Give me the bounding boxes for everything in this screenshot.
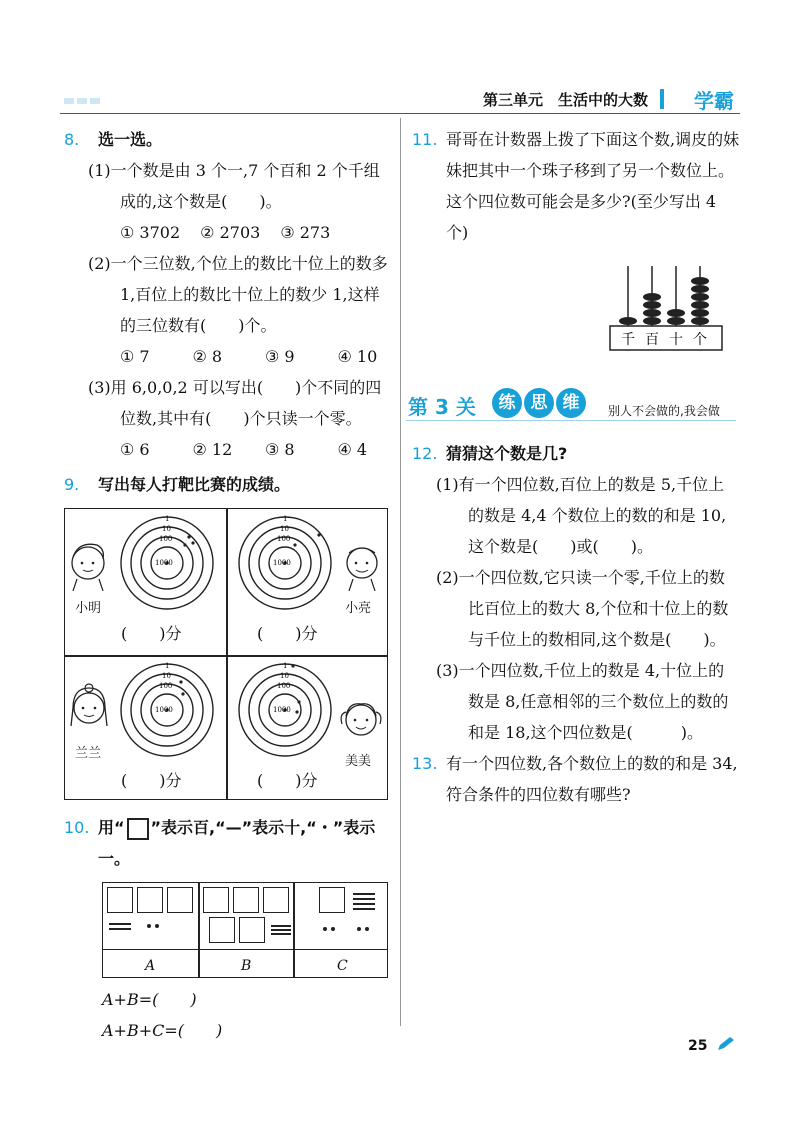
q9-heading	[64, 469, 390, 500]
q12-title: 猜猜这个数是几?	[446, 444, 568, 463]
ring-labels	[237, 662, 333, 758]
hundred-square	[319, 887, 345, 913]
left-column	[64, 124, 390, 1046]
ten-line	[271, 925, 291, 927]
option[interactable]: ④ 4	[337, 440, 368, 459]
counter-label: 十	[669, 332, 683, 348]
ring-label: 100	[277, 535, 291, 543]
column-label: C	[337, 958, 348, 974]
title-char: 练	[492, 388, 522, 418]
column-divider	[400, 118, 401, 1026]
ring-label: 1000	[155, 706, 173, 714]
abacus-icon	[606, 260, 726, 356]
target-grid	[64, 508, 388, 800]
q12-part1: (1)有一个四位数,百位上的数是 5,千位上的数是 4,4 个数位上的数的和是 10,这个数是( )或( )。	[436, 475, 727, 556]
boy-face-icon	[69, 539, 107, 591]
header-decoration	[64, 98, 100, 104]
q8-part1-options	[120, 217, 390, 248]
ten-line	[109, 928, 131, 930]
ten-line	[353, 898, 375, 900]
target-cell	[227, 656, 388, 802]
hundred-square-icon	[127, 818, 149, 840]
q11-number: 11.	[412, 130, 438, 149]
q8-part1: (1)一个数是由 3 个一,7 个百和 2 个千组成的,这个数是( )。	[88, 161, 380, 211]
q8-part2: (2)一个三位数,个位上的数比十位上的数多 1,百位上的数比十位上的数少 1,这样的三位数有( )个。	[88, 254, 388, 335]
column-label: B	[241, 958, 252, 974]
ring-labels	[119, 515, 215, 611]
q11-text: 哥哥在计数器上拨了下面这个数,调皮的妹妹把其中一个珠子移到了另一个数位上。这个四位数可能会是多少?(至少写出 4 个)	[446, 130, 740, 242]
ten-line	[109, 923, 131, 925]
q10-number: 10.	[64, 818, 90, 837]
formula-abc[interactable]: A+B+C=( )	[102, 1021, 223, 1040]
target-cell	[227, 509, 388, 655]
level-label: 第 3 关	[408, 395, 476, 419]
one-dot	[365, 927, 369, 931]
option[interactable]: ② 12	[192, 440, 233, 459]
score-blank[interactable]: ( )分	[257, 771, 318, 790]
hundred-square	[233, 887, 259, 913]
q13-text: 有一个四位数,各个数位上的数的和是 34,符合条件的四位数有哪些?	[446, 754, 738, 804]
column-label: A	[145, 958, 156, 974]
hundred-square	[203, 887, 229, 913]
ring-label: 100	[159, 682, 173, 690]
hundred-square	[137, 887, 163, 913]
q12-part2: (2)一个四位数,它只读一个零,千位上的数比百位上的数大 8,个位和十位上的数与千位上的数相同,这个数是( )。	[436, 568, 729, 649]
ring-label: 1	[283, 662, 288, 670]
option[interactable]: ① 7	[120, 347, 150, 366]
q9-title: 写出每人打靶比赛的成绩。	[98, 475, 291, 494]
hundred-square	[209, 917, 235, 943]
hundred-square	[239, 917, 265, 943]
q12-heading	[412, 438, 740, 469]
page-header	[60, 86, 740, 112]
q8-heading	[64, 124, 390, 155]
ring-label: 1000	[155, 559, 173, 567]
hundred-square	[167, 887, 193, 913]
counter-label: 个	[693, 332, 707, 348]
ring-label: 10	[280, 525, 289, 533]
ring-label: 100	[159, 535, 173, 543]
player-name: 小明	[75, 601, 102, 616]
one-dot	[357, 927, 361, 931]
q13-block	[412, 748, 740, 810]
q13-number: 13.	[412, 754, 438, 773]
score-blank[interactable]: ( )分	[257, 624, 318, 643]
section-banner	[408, 388, 740, 428]
ring-label: 1	[165, 662, 170, 670]
header-rule	[60, 113, 740, 114]
q8-part3-options	[120, 434, 390, 465]
option[interactable]: ② 8	[192, 347, 223, 366]
player-name: 兰兰	[75, 746, 102, 761]
title-char: 维	[556, 388, 586, 418]
score-blank[interactable]: ( )分	[121, 624, 182, 643]
place-value-table	[102, 882, 388, 978]
ten-line	[271, 929, 291, 931]
pencil-icon	[716, 1036, 736, 1052]
ring-label: 1000	[273, 559, 291, 567]
option[interactable]: ④ 10	[337, 347, 378, 366]
q12-part3: (3)一个四位数,千位上的数是 4,十位上的数是 8,任意相邻的三个数位上的数的和是 18,这个四位数是( )。	[436, 661, 729, 742]
ten-line	[353, 903, 375, 905]
q11-block	[412, 124, 740, 248]
section-title	[492, 388, 586, 418]
q8-number: 8.	[64, 130, 80, 149]
ring-label: 10	[280, 672, 289, 680]
ring-label: 1	[165, 515, 170, 523]
ring-labels	[119, 662, 215, 758]
ring-labels	[237, 515, 333, 611]
option[interactable]: ③ 8	[265, 440, 295, 459]
q10-text-a: 用“	[98, 818, 125, 837]
hundred-square	[263, 887, 289, 913]
q8-title: 选一选。	[98, 130, 163, 149]
boy-face-icon	[343, 539, 381, 591]
q12-number: 12.	[412, 444, 438, 463]
player-name: 小亮	[345, 601, 372, 616]
title-char: 思	[524, 388, 554, 418]
counter-label: 百	[645, 332, 659, 348]
girl-face-icon	[69, 682, 109, 738]
girl-face-icon	[339, 696, 383, 748]
one-dot	[147, 924, 151, 928]
q10-heading	[64, 812, 390, 874]
option[interactable]: ③ 273	[280, 223, 331, 242]
ring-label: 1	[283, 515, 288, 523]
one-dot	[331, 927, 335, 931]
option[interactable]: ① 6	[120, 440, 150, 459]
brand-badge: 学霸	[694, 89, 734, 113]
score-blank[interactable]: ( )分	[121, 771, 182, 790]
option[interactable]: ③ 9	[265, 347, 295, 366]
right-column	[408, 124, 740, 810]
one-dot	[323, 927, 327, 931]
one-dot	[155, 924, 159, 928]
option[interactable]: ① 3702	[120, 223, 181, 242]
page-number: 25	[688, 1038, 708, 1054]
q10-text-b: ”表示百,“—”表示十,“・”表示一。	[98, 818, 376, 868]
q9-number: 9.	[64, 475, 80, 494]
hundred-square	[107, 887, 133, 913]
target-cell	[65, 656, 226, 802]
section-slogan: 别人不会做的,我会做	[608, 404, 720, 418]
target-cell	[65, 509, 226, 655]
ring-label: 1000	[273, 706, 291, 714]
q8-part3: (3)用 6,0,0,2 可以写出( )个不同的四位数,其中有( )个只读一个零。	[88, 378, 382, 428]
ring-label: 10	[162, 525, 171, 533]
ring-label: 10	[162, 672, 171, 680]
player-name: 美美	[345, 754, 372, 769]
formula-ab[interactable]: A+B=( )	[102, 990, 197, 1009]
ten-line	[271, 933, 291, 935]
q8-part2-options	[120, 341, 390, 372]
option[interactable]: ② 2703	[200, 223, 261, 242]
unit-title: 第三单元 生活中的大数	[482, 91, 648, 109]
header-bar	[660, 89, 664, 109]
ten-line	[353, 908, 375, 910]
abacus-counter	[606, 260, 726, 356]
counter-label: 千	[621, 332, 635, 348]
ring-label: 100	[277, 682, 291, 690]
ten-line	[353, 893, 375, 895]
